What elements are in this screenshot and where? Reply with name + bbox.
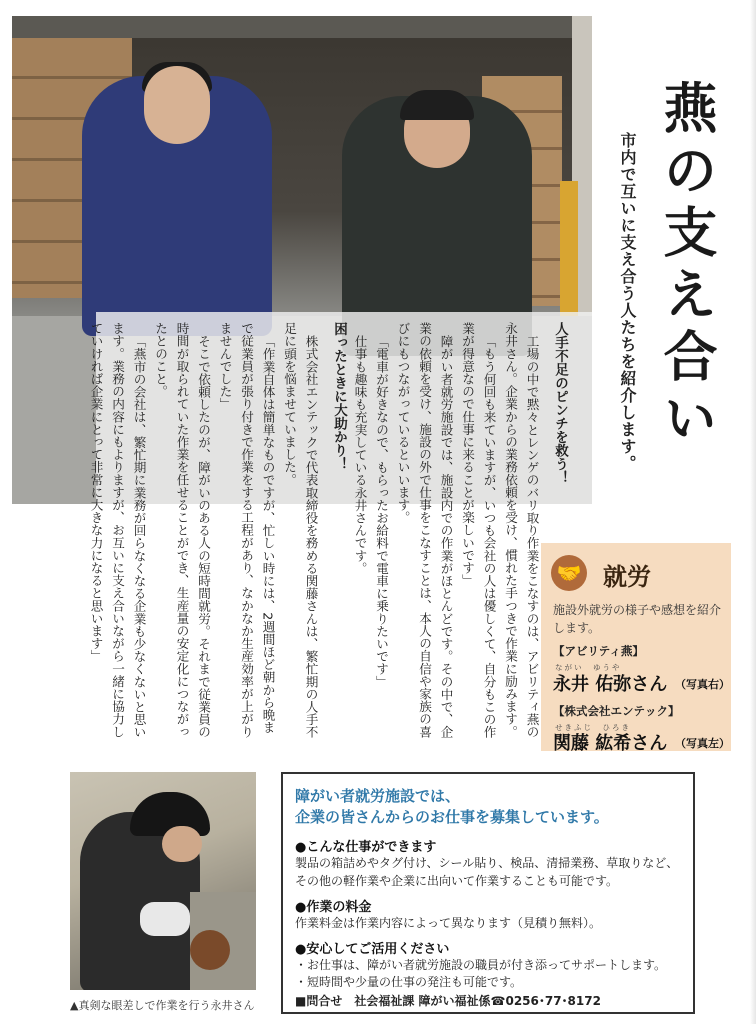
page-subtitle: 市内で互いに支え合う人たちを紹介します。 <box>618 132 637 472</box>
info-description: 施設外就労の様子や感想を紹介します。 <box>553 603 722 635</box>
person-right-cap <box>400 90 474 120</box>
name-sekifuji: 関藤 紘希さん <box>553 733 668 754</box>
article-heading-2: 困ったときに大助かり！ <box>331 322 347 471</box>
org-ability-tsubame: 【アビリティ燕】 <box>553 644 644 658</box>
article-paragraph: 株式会社エンテックで代表取締役を務める関藤さんは、繁忙期の人手不足に頭を悩ませていました。 <box>282 322 319 738</box>
section-title-jobs: ●こんな仕事ができます <box>295 840 437 855</box>
work-info-box <box>541 543 731 754</box>
page-edge <box>750 0 756 1024</box>
work-photo <box>70 772 256 990</box>
worker-face <box>162 826 202 862</box>
article-quote: 「電車が好きなので、もらったお給料で電車に乗りたいです」 <box>374 334 389 688</box>
article-paragraph: そこで依頼したのが、障がいのある人の短時間就労。それまで従業員の時間が取られていた作業を任せることができ、生産量の安定化につながったとのこと。 <box>153 322 211 738</box>
article-paragraph: 工場の中で黙々とレンゲのバリ取り作業をこなすのは、アビリティ燕の永井さん。企業からの業務依頼を受け、慣れた手つきで作業に励みます。 <box>503 322 540 738</box>
article-quote: 「作業自体は簡単なものですが、忙しい時には、2週間ほど朝から晩まで従業員が張り付きで作業をする工程があり、なかなか生産効率が上がりませんでした」 <box>217 322 276 738</box>
org-entech: 【株式会社エンテック】 <box>553 704 680 718</box>
handshake-icon: 🤝 <box>551 555 587 591</box>
support-item-2: ・短時間や少量の仕事の発注も可能です。 <box>295 975 523 989</box>
article-heading-1: 人手不足のピンチを救う！ <box>552 322 568 484</box>
warehouse-shutter <box>12 16 592 38</box>
photo-position-right: （写真右） <box>675 678 730 691</box>
recruit-heading <box>295 786 609 828</box>
recruit-box <box>281 772 695 1014</box>
section-title-support: ●安心してご活用ください <box>295 942 450 957</box>
ruby-sekifuji: せきふじ ひろき <box>555 723 631 732</box>
article-paragraph: 仕事も趣味も充実している永井さんです。 <box>352 334 368 574</box>
section-text-jobs: 製品の箱詰めやタグ付け、シール貼り、検品、清掃業務、草取りなど、その他の軽作業や企業に出向いて作業することも可能です。 <box>295 856 679 888</box>
article-paragraph: 障がい者就労施設では、施設内での作業がほとんどです。その中で、企業の依頼を受け、施設の外で仕事をこなすことは、本人の自信や家族の喜びにもつながっているといいます。 <box>395 322 454 738</box>
article-quote: 「燕市の会社は、繁忙期に業務が回らなくなる企業も少なくないと思います。業務の内容にもよりますが、お互いに支え合いながら一緒に協力していければ企業にとって非常に大きな力になると思います」 <box>88 322 147 738</box>
support-item-1: ・お仕事は、障がい者就労施設の職員が付き添ってサポートします。 <box>295 958 667 972</box>
ruby-nagai: ながい ゆうや <box>555 663 622 672</box>
photo-position-left: （写真左） <box>675 737 730 750</box>
article-quote: 「もう何回も来ていますが、いつも会社の人は優しくて、自分もこの作業が得意なので仕事に来ることが楽しいです」 <box>460 322 497 738</box>
photo-caption: ▲真剣な眼差しで作業を行う永井さん <box>70 999 255 1012</box>
recruit-heading-line2: 企業の皆さんからのお仕事を募集しています。 <box>295 808 609 826</box>
article-body <box>88 322 570 742</box>
worker-glove <box>140 902 190 936</box>
recruit-heading-line1: 障がい者就労施設では、 <box>295 787 461 805</box>
name-nagai: 永井 佑弥さん <box>553 674 668 695</box>
polishing-wheel <box>190 930 230 970</box>
section-title-fees: ●作業の料金 <box>295 900 372 915</box>
info-heading: 就労 <box>603 562 651 591</box>
page-title: 燕の支え合い <box>655 80 719 452</box>
person-left-head <box>144 66 210 144</box>
contact-info: ■問合せ 社会福祉課 障がい福祉係☎0256･77･8172 <box>295 994 601 1008</box>
section-text-fees: 作業料金は作業内容によって異なります（見積り無料）。 <box>295 916 602 930</box>
